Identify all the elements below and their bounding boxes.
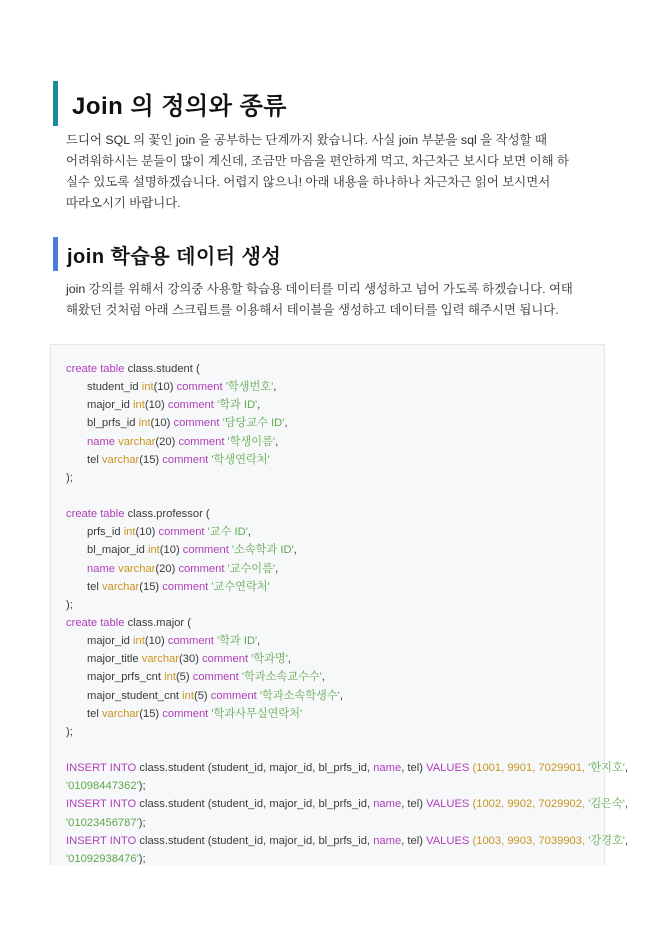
code-line: tel varchar(15) comment '학생연락처' xyxy=(87,453,270,466)
code-line: prfs_id int(10) comment '교수 ID', xyxy=(87,526,251,539)
code-line: tel varchar(15) comment '학과사무실연락처' xyxy=(87,707,303,720)
paragraph-line: 해왔던 것처럼 아래 스크립트를 이용해서 테이블을 생성하고 데이터를 입력 해주시면 됩니다. xyxy=(66,303,559,317)
code-line: create table class.professor ( xyxy=(66,508,210,521)
code-line: ); xyxy=(66,598,73,611)
paragraph-line: 어려워하시는 분들이 많이 계신데, 조금만 마음을 편안하게 먹고, 차근차근 보시다 보면 이해 하 xyxy=(66,154,570,168)
paragraph-line: join 강의를 위해서 강의중 사용할 학습용 데이터를 미리 생성하고 넘어 가도록 하겠습니다. 여태 xyxy=(66,282,573,296)
code-line: INSERT INTO class.student (student_id, major_id, bl_prfs_id, name, tel) VALUES (1002, 9902, 7029902, '김은숙', xyxy=(66,798,629,811)
code-line: major_prfs_cnt int(5) comment '학과소속교수수', xyxy=(87,671,325,684)
code-line: major_title varchar(30) comment '학과명', xyxy=(87,653,291,666)
code-line: major_id int(10) comment '학과 ID', xyxy=(87,399,261,412)
code-line: name varchar(20) comment '교수이름', xyxy=(87,562,279,575)
section-heading-join-definition xyxy=(53,81,287,126)
code-line: INSERT INTO class.student (student_id, major_id, bl_prfs_id, name, tel) VALUES (1001, 9901, 7029901, '한지호', xyxy=(66,762,629,775)
code-line: name varchar(20) comment '학생이름', xyxy=(87,435,279,448)
table-name: class.student ( xyxy=(124,363,200,375)
section-heading-join-data xyxy=(53,237,281,271)
code-line: ); xyxy=(66,725,73,738)
heading-accent-bar xyxy=(53,81,58,126)
paragraph-line: 실수 있도록 설명하겠습니다. 어렵지 않으니! 아래 내용을 하나하나 차근차근 읽어 보시면서 xyxy=(66,175,551,189)
code-line xyxy=(66,360,628,378)
code-line: ); xyxy=(66,471,73,484)
sql-code-block[interactable] xyxy=(50,344,629,865)
intro-paragraph xyxy=(66,130,606,214)
heading-accent-bar xyxy=(53,237,58,271)
heading-title: Join 의 정의와 종류 xyxy=(72,93,287,120)
code-lines xyxy=(66,360,628,868)
code-line: '01092938476'); xyxy=(66,852,146,865)
code-line: '01098447362'); xyxy=(66,780,146,793)
code-line: major_id int(10) comment '학과 ID', xyxy=(87,635,261,648)
heading-title: join 학습용 데이터 생성 xyxy=(67,245,282,268)
code-line: tel varchar(15) comment '교수연락처' xyxy=(87,580,270,593)
blank-line xyxy=(66,487,628,505)
code-line: major_student_cnt int(5) comment '학과소속학생수', xyxy=(87,689,343,702)
blank-line xyxy=(66,741,628,759)
code-line: bl_major_id int(10) comment '소속학과 ID', xyxy=(87,544,297,557)
code-line: create table class.major ( xyxy=(66,616,191,629)
code-line: bl_prfs_id int(10) comment '담당교수 ID', xyxy=(87,417,288,430)
code-line: student_id int(10) comment '학생번호', xyxy=(87,381,277,394)
data-creation-paragraph xyxy=(66,279,606,321)
sql-keyword: create table xyxy=(66,363,125,375)
paragraph-line: 드디어 SQL 의 꽃인 join 을 공부하는 단계까지 왔습니다. 사실 join 부분을 sql 을 작성할 때 xyxy=(66,133,547,147)
code-line: INSERT INTO class.student (student_id, major_id, bl_prfs_id, name, tel) VALUES (1003, 9903, 7039903, '강경호', xyxy=(66,834,629,847)
paragraph-line: 따라오시기 바랍니다. xyxy=(66,196,181,210)
code-line: '01023456787'); xyxy=(66,816,146,829)
